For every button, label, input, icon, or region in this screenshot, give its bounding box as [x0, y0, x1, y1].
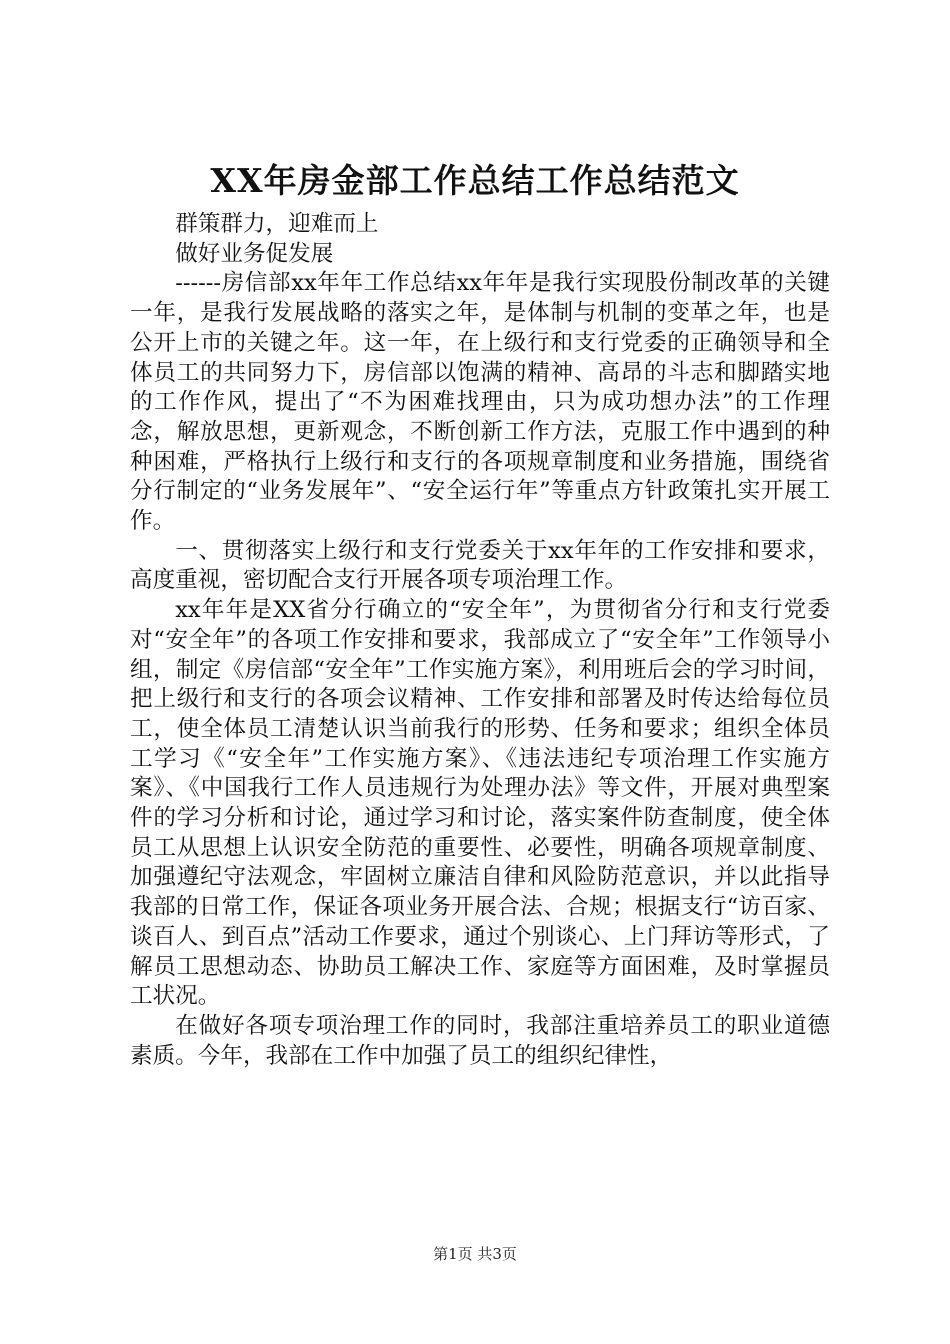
paragraph: 一、贯彻落实上级行和支行党委关于xx年年的工作安排和要求，高度重视，密切配合支行开展各项专项治理工作。	[130, 537, 830, 594]
page-number: 第1页 共3页	[433, 1245, 517, 1263]
paragraph: 做好业务促发展	[175, 240, 334, 267]
paragraph: ------房信部xx年年工作总结xx年年是我行实现股份制改革的关键一年，是我行发展战略的落实之年，是体制与机制的变革之年，也是公开上市的关键之年。这一年，在上级行和支行党委的正确领导和全体员工的共同努力下，房信部以饱满的精神、高昂的斗志和脚踏实地的工作作风，提出了“不为困难找理由，只为成功想办法”的工作理念，解放思想，更新观念，不断创新工作方法，克服工作中遇到的种种困难，严格执行上级行和支行的各项规章制度和业务措施，围绕省分行制定的“业务发展年”、“安全运行年”等重点方针政策扎实开展工作。	[130, 270, 830, 535]
paragraph: xx年年是XX省分行确立的“安全年”，为贯彻省分行和支行党委对“安全年”的各项工作安排和要求，我部成立了“安全年”工作领导小组，制定《房信部“安全年”工作实施方案》，利用班后会的学习时间，把上级行和支行的各项会议精神、工作安排和部署及时传达给每位员工，使全体员工清楚认识当前我行的形势、任务和要求；组织全体员工学习《“安全年”工作实施方案》、《违法违纪专项治理工作实施方案》、《中国我行工作人员违规行为处理办法》等文件，开展对典型案件的学习分析和讨论，通过学习和讨论，落实案件防查制度，使全体员工从思想上认识安全防范的重要性、必要性，明确各项规章制度、加强遵纪守法观念，牢固树立廉洁自律和风险防范意识，并以此指导我部的日常工作，保证各项业务开展合法、合规；根据支行“访百家、谈百人、到百点”活动工作要求，通过个别谈心、上门拜访等形式，了解员工思想动态、协助员工解决工作、家庭等方面困难，及时掌握员工状况。	[130, 597, 830, 1010]
document-body	[130, 210, 830, 1071]
paragraph: 群策群力，迎难而上	[175, 211, 379, 237]
document-title: XX年房金部工作总结工作总结范文	[210, 161, 740, 200]
paragraph: 在做好各项专项治理工作的同时，我部注重培养员工的职业道德素质。今年，我部在工作中加强了员工的组织纪律性，	[130, 1012, 830, 1069]
